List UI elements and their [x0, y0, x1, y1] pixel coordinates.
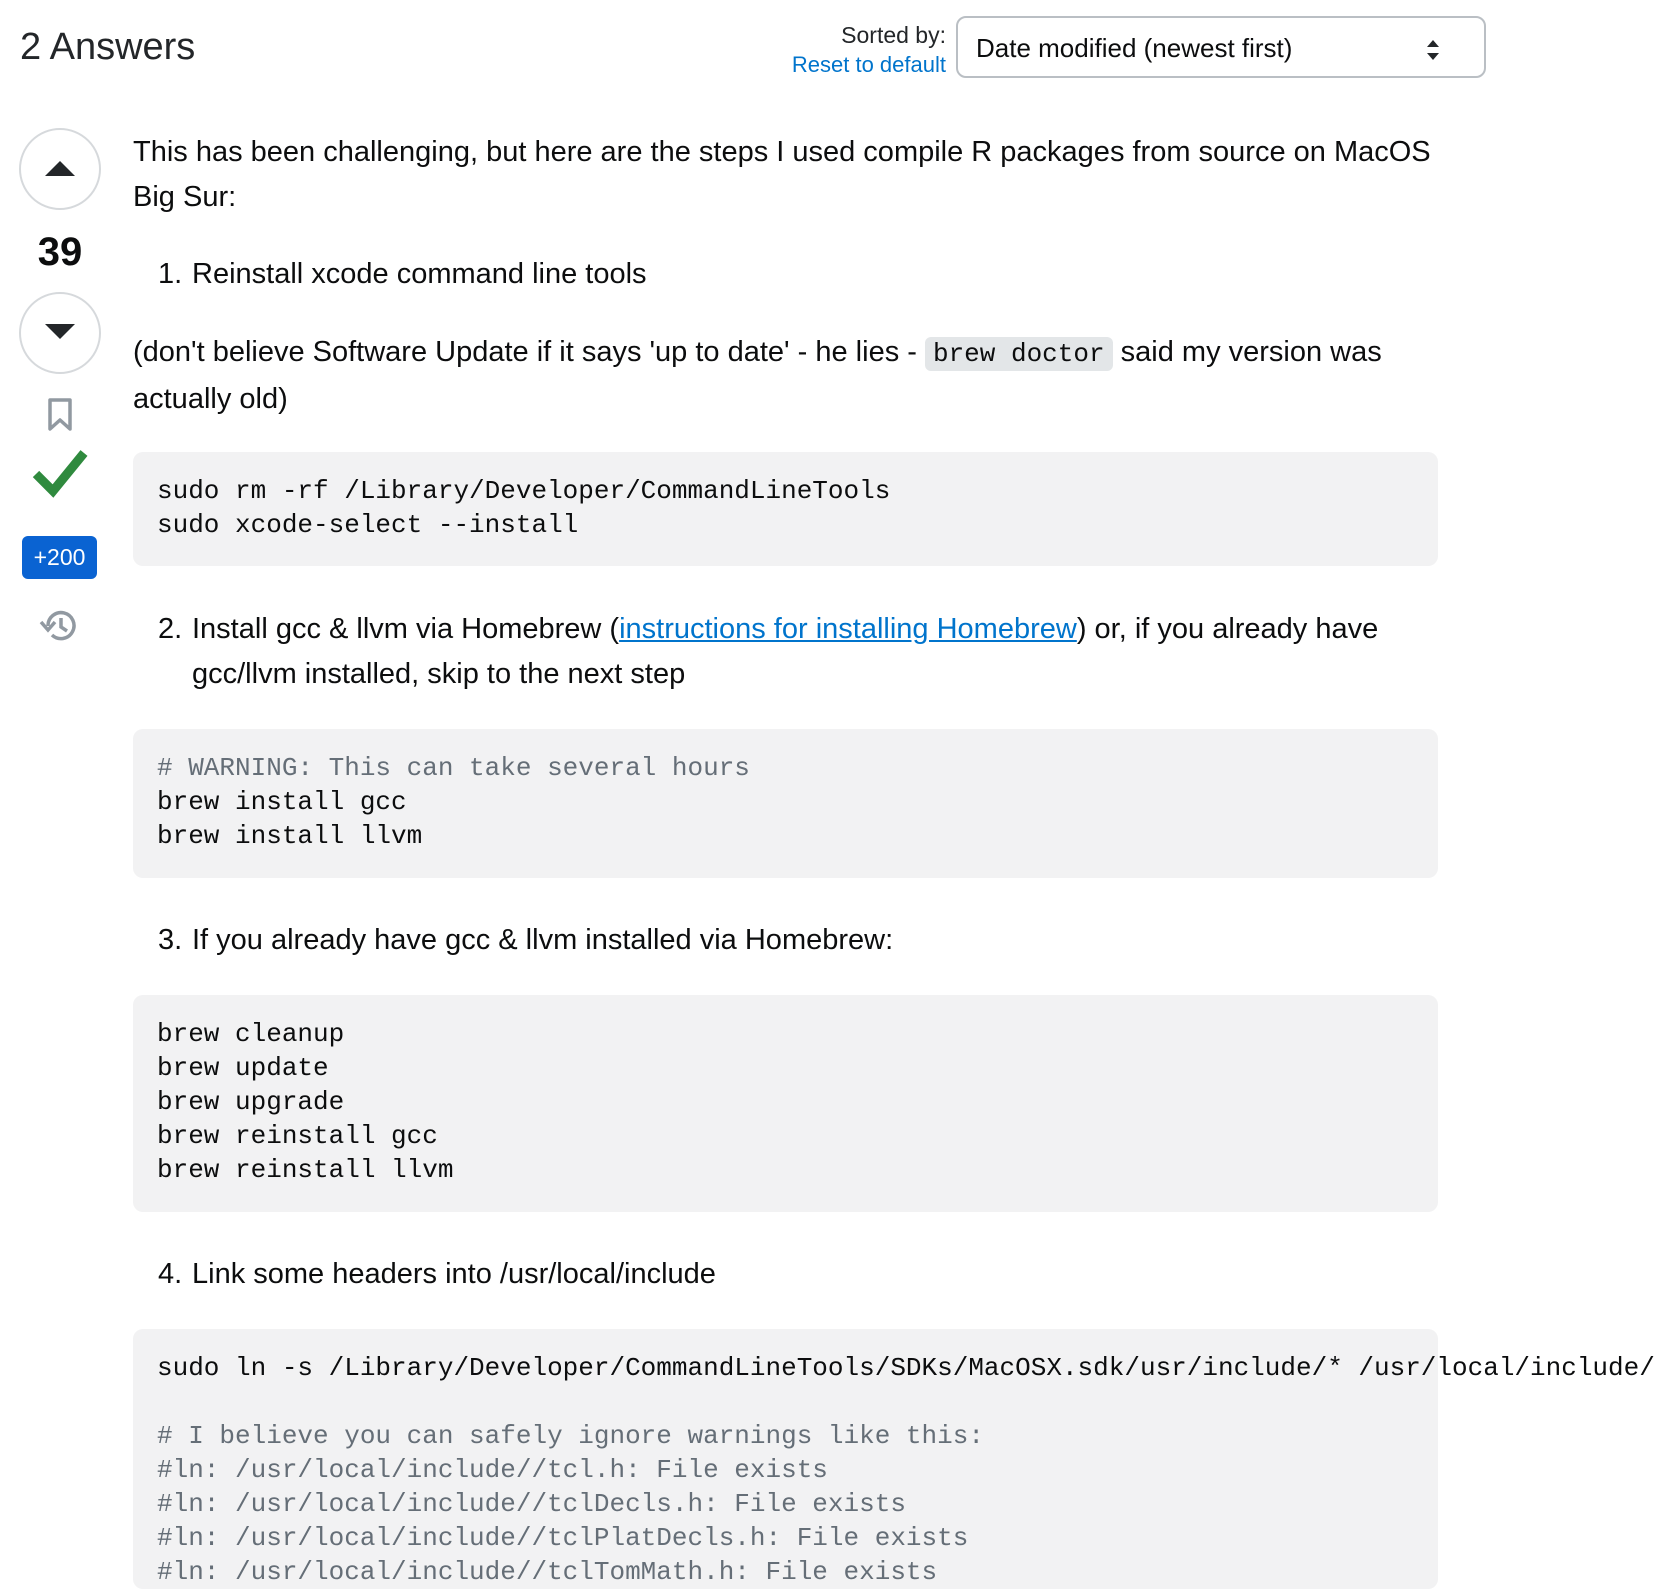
code-block-4 [133, 1329, 1655, 1589]
vote-count: 39 [37, 230, 83, 274]
step-number: 1. [158, 258, 183, 290]
step-text [192, 607, 1422, 697]
code-comment: #ln: /usr/local/include//tclPlatDecls.h: File exists [157, 1523, 969, 1553]
code-comment: #ln: /usr/local/include//tclDecls.h: File exists [157, 1489, 906, 1519]
sort-selected-value: Date modified (newest first) [976, 33, 1293, 63]
step-text: Reinstall xcode command line tools [192, 258, 647, 290]
step-text: Link some headers into /usr/local/include [192, 1258, 716, 1290]
code-block-2 [133, 729, 1438, 878]
code-line: sudo rm -rf /Library/Developer/CommandLineTools [157, 476, 891, 506]
code-block-1 [133, 452, 1438, 566]
code-line: brew update [157, 1053, 329, 1083]
code-block-3 [133, 995, 1438, 1212]
step-text-after: ) or, if you already have gcc/llvm installed, skip to the next step [192, 613, 1379, 690]
note-text: (don't believe Software Update if it says 'up to date' - he lies - [133, 336, 925, 368]
step-text-before: Install gcc & llvm via Homebrew ( [192, 613, 620, 645]
note-text-end: said my version was actually old) [133, 336, 1382, 415]
select-arrows-icon [1426, 38, 1440, 62]
intro-paragraph: This has been challenging, but here are the steps I used compile R packages from source on MacOS Big Sur: [133, 136, 1431, 213]
code-comment: #ln: /usr/local/include//tclTomMath.h: File exists [157, 1557, 938, 1587]
code-line: sudo ln -s /Library/Developer/CommandLineTools/SDKs/MacOSX.sdk/usr/include/* /usr/local/include/ [157, 1353, 1655, 1383]
homebrew-instructions-link[interactable]: instructions for installing Homebrew [619, 613, 1077, 645]
inline-code: brew doctor [925, 337, 1113, 371]
bounty-badge[interactable]: +200 [22, 536, 97, 579]
code-comment: # WARNING: This can take several hours [157, 753, 750, 783]
bookmark-icon[interactable] [46, 398, 74, 432]
code-line: sudo xcode-select --install [157, 510, 579, 540]
step-number: 3. [158, 924, 183, 956]
code-comment: # I believe you can safely ignore warnings like this: [157, 1421, 984, 1451]
note-paragraph [133, 330, 1423, 422]
downvote-button[interactable] [19, 292, 101, 374]
code-line: brew reinstall llvm [157, 1155, 454, 1185]
sort-select[interactable] [956, 16, 1486, 78]
answers-count-title: 2 Answers [20, 26, 196, 68]
arrow-down-icon [44, 321, 76, 343]
answers-header [0, 0, 1470, 100]
accepted-checkmark-icon [33, 448, 87, 498]
step-text: If you already have gcc & llvm installed via Homebrew: [192, 924, 894, 956]
code-line [157, 1385, 1414, 1419]
code-line: brew install llvm [157, 821, 423, 851]
arrow-up-icon [44, 157, 76, 179]
step-number: 4. [158, 1258, 183, 1290]
code-line: brew upgrade [157, 1087, 345, 1117]
history-icon[interactable] [38, 606, 82, 646]
upvote-button[interactable] [19, 128, 101, 210]
code-line: brew cleanup [157, 1019, 345, 1049]
code-comment: #ln: /usr/local/include//tcl.h: File exists [157, 1455, 828, 1485]
code-line: brew reinstall gcc [157, 1121, 438, 1151]
sorted-by-label: Sorted by: [841, 22, 946, 48]
step-number: 2. [158, 613, 183, 645]
reset-to-default-link[interactable]: Reset to default [791, 52, 946, 77]
code-line: brew install gcc [157, 787, 407, 817]
